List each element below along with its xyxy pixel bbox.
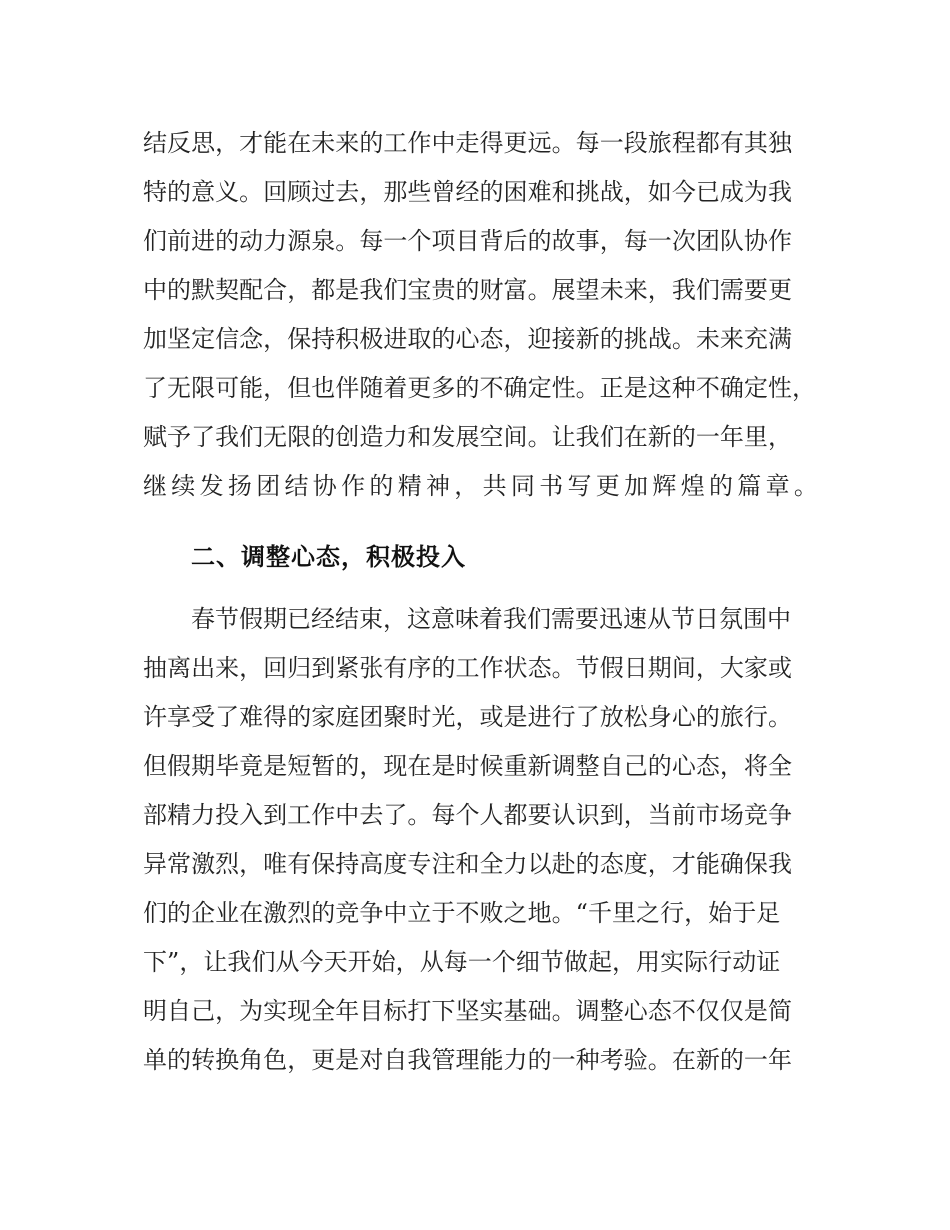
paragraph-line: 加坚定信念，保持积极进取的心态，迎接新的挑战。未来充满 (143, 325, 792, 353)
paragraph-line: 明自己，为实现全年目标打下坚实基础。调整心态不仅仅是简 (143, 997, 792, 1025)
paragraph-line: 特的意义。回顾过去，那些曾经的困难和挑战，如今已成为我 (143, 178, 792, 206)
paragraph-line: 了无限可能，但也伴随着更多的不确定性。正是这种不确定性， (143, 374, 816, 402)
section-heading: 二、调整心态，积极投入 (191, 543, 466, 571)
paragraph-line: 结反思，才能在未来的工作中走得更远。每一段旅程都有其独 (143, 129, 792, 157)
paragraph-line: 许享受了难得的家庭团聚时光，或是进行了放松身心的旅行。 (143, 703, 792, 731)
paragraph-line: 异常激烈，唯有保持高度专注和全力以赴的态度，才能确保我 (143, 850, 792, 878)
paragraph-line: 们前进的动力源泉。每一个项目背后的故事，每一次团队协作 (143, 227, 792, 255)
paragraph-line: 下”，让我们从今天开始，从每一个细节做起，用实际行动证 (143, 948, 781, 976)
paragraph-line: 们的企业在激烈的竞争中立于不败之地。“千里之行，始于足 (143, 899, 781, 927)
paragraph-line: 但假期毕竟是短暂的，现在是时候重新调整自己的心态，将全 (143, 752, 792, 780)
paragraph-line: 中的默契配合，都是我们宝贵的财富。展望未来，我们需要更 (143, 276, 792, 304)
paragraph-line: 继续发扬团结协作的精神，共同书写更加辉煌的篇章。 (143, 472, 823, 500)
paragraph-line: 部精力投入到工作中去了。每个人都要认识到，当前市场竞争 (143, 801, 792, 829)
paragraph-line: 单的转换角色，更是对自我管理能力的一种考验。在新的一年 (143, 1046, 792, 1074)
paragraph-line: 赋予了我们无限的创造力和发展空间。让我们在新的一年里， (143, 423, 792, 451)
paragraph-line: 春节假期已经结束，这意味着我们需要迅速从节日氛围中 (191, 605, 791, 633)
paragraph-line: 抽离出来，回归到紧张有序的工作状态。节假日期间，大家或 (143, 654, 792, 682)
